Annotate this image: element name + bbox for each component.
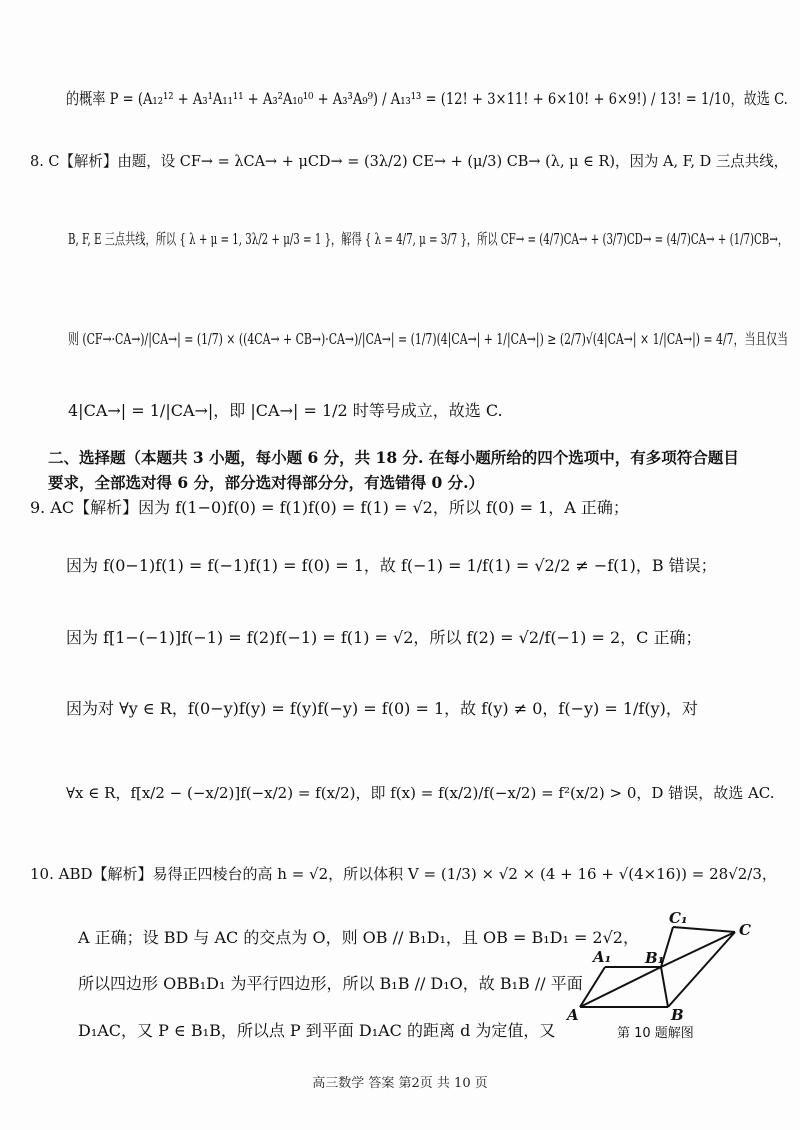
- text-line-q8-intro: 8. C【解析】由题，设 CF→ = λCA→ + μCD→ = (3λ/2) CE→ + (μ/3) CB→ (λ, μ ∈ R)，因为 A, F, D 三点共线，: [30, 152, 789, 170]
- text-line-q8-system: B, F, E 三点共线，所以 { λ + μ = 1, 3λ/2 + μ/3 = 1 }，解得 { λ = 4/7, μ = 3/7 }，所以 CF→ = (4/7)CA→ + (3/7)CD→ = (4/7)CA→ + (1/7)CB→，: [68, 230, 789, 248]
- figure-caption: 第 10 题解图: [617, 1026, 694, 1041]
- text-line-q10-b: A 正确；设 BD 与 AC 的交点为 O，则 OB // B₁D₁，且 OB = B₁D₁ = 2√2，: [78, 928, 639, 947]
- label-B1: B₁: [645, 949, 665, 967]
- label-A: A: [567, 1006, 579, 1024]
- text-line-q8-equality: 4|CA→| = 1/|CA→|，即 |CA→| = 1/2 时等号成立，故选 C.: [68, 401, 503, 420]
- text-line-q9-d2: ∀x ∈ R，f[x/2 − (−x/2)]f(−x/2) = f(x/2)，即 f(x) = f(x/2)/f(−x/2) = f²(x/2) > 0，D 错误，故选 AC.: [66, 784, 775, 802]
- text-line-q10-c: 所以四边形 OBB₁D₁ 为平行四边形，所以 B₁B // D₁O，故 B₁B // 平面: [78, 974, 583, 993]
- text-line-q9-d1: 因为对 ∀y ∈ R，f(0−y)f(y) = f(y)f(−y) = f(0) = 1，故 f(y) ≠ 0，f(−y) = 1/f(y)，对: [66, 699, 698, 718]
- edge-C1-C: [673, 927, 735, 932]
- edge-B1-C: [661, 932, 735, 967]
- page-footer: 高三数学 答案 第2页 共 10 页: [312, 1076, 488, 1091]
- section-heading-line1: 二、选择题（本题共 3 小题，每小题 6 分，共 18 分. 在每小题所给的四个选项中，有多项符合题目: [48, 448, 739, 467]
- text-line-probability: 的概率 P = (A₁₂¹² + A₃¹A₁₁¹¹ + A₃²A₁₀¹⁰ + A₃³A₉⁹) / A₁₃¹³ = (12! + 3×11! + 6×10! + 6×9!) / 13! = 1/10，故选 C.: [66, 89, 788, 108]
- label-C1: C₁: [669, 910, 688, 927]
- text-line-q9-a: 9. AC【解析】因为 f(1−0)f(0) = f(1)f(0) = f(1) = √2，所以 f(0) = 1，A 正确；: [30, 498, 629, 517]
- text-line-q9-c: 因为 f[1−(−1)]f(−1) = f(2)f(−1) = f(1) = √2，所以 f(2) = √2/f(−1) = 2，C 正确；: [66, 628, 702, 647]
- section-heading-line2: 要求，全部选对得 6 分，部分选对得部分分，有选错得 0 分.）: [48, 473, 485, 492]
- label-C: C: [739, 921, 751, 939]
- text-line-q10-d: D₁AC，又 P ∈ B₁B，所以点 P 到平面 D₁AC 的距离 d 为定值，又: [78, 1021, 556, 1040]
- label-B: B: [671, 1006, 684, 1024]
- frustum-diagram: [565, 910, 765, 1045]
- edge-B-C: [668, 932, 735, 1007]
- label-A1: A₁: [593, 948, 612, 966]
- edge-B1-B: [661, 967, 668, 1007]
- text-line-q10-a: 10. ABD【解析】易得正四棱台的高 h = √2，所以体积 V = (1/3) × √2 × (4 + 16 + √(4×16)) = 28√2/3，: [30, 865, 777, 883]
- text-line-q9-b: 因为 f(0−1)f(1) = f(−1)f(1) = f(0) = 1，故 f(−1) = 1/f(1) = √2/2 ≠ −f(1)，B 错误；: [66, 556, 717, 575]
- text-line-q8-inequality: 则 (CF→·CA→)/|CA→| = (1/7) × ((4CA→ + CB→)·CA→)/|CA→| = (1/7)(4|CA→| + 1/|CA→|) ≥ (2/7)√(4|CA→| × 1/|CA→|) = 4/7，当且仅当: [68, 330, 788, 348]
